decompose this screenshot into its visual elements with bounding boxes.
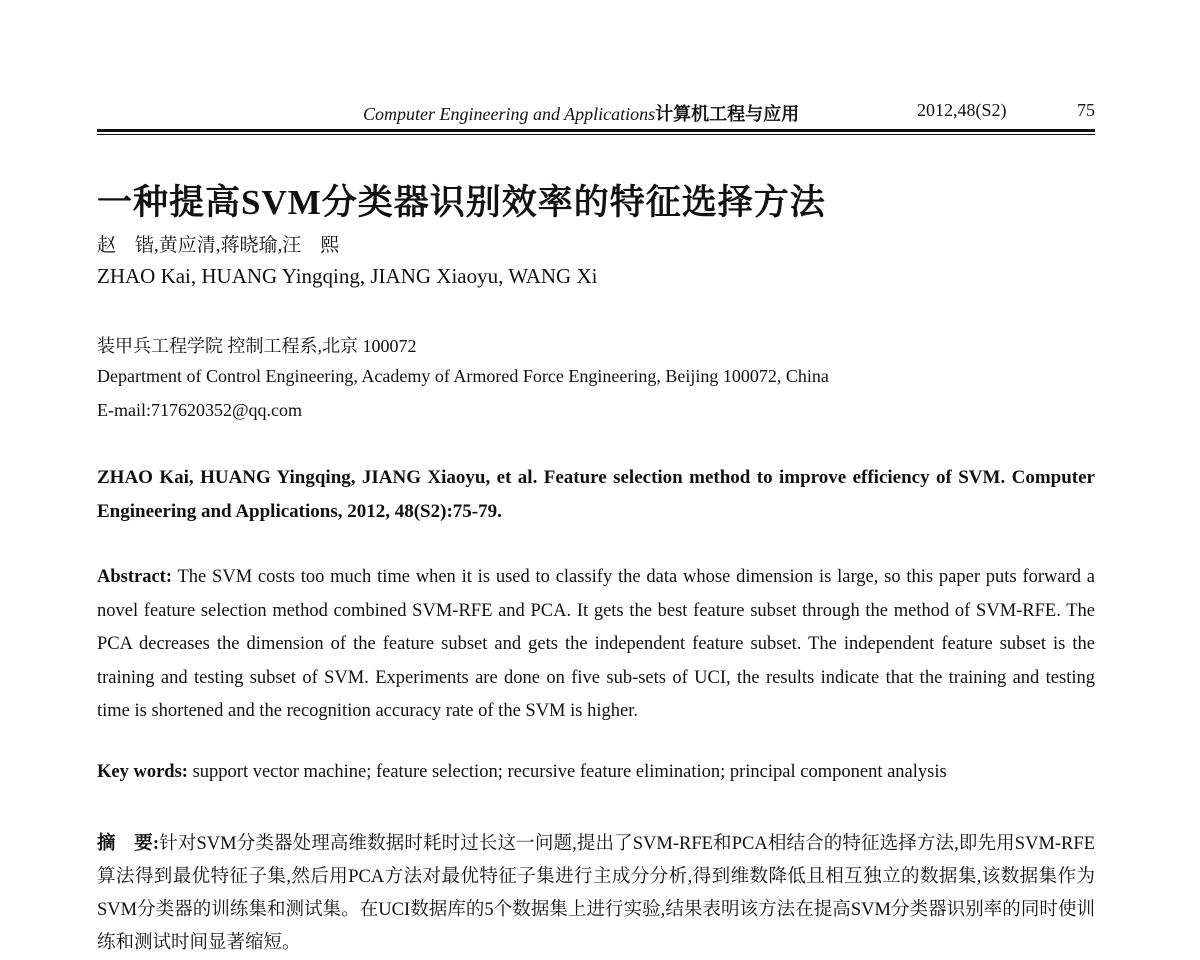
keywords-label: Key words: <box>97 762 188 782</box>
keywords <box>97 762 947 783</box>
journal-name-cn: 计算机工程与应用 <box>655 104 800 124</box>
journal-name-en: Computer Engineering and Applications <box>363 104 656 124</box>
paper-title: 一种提高SVM分类器识别效率的特征选择方法 <box>97 183 826 222</box>
running-header <box>97 100 1095 126</box>
email: E-mail:717620352@qq.com <box>97 400 303 420</box>
authors-cn: 赵 锴,黄应清,蒋晓瑜,汪 熙 <box>97 235 340 256</box>
issue-number: 2012,48(S2) <box>917 100 1007 120</box>
page-number: 75 <box>1077 100 1095 120</box>
authors-en: ZHAO Kai, HUANG Yingqing, JIANG Xiaoyu, WANG Xi <box>97 264 598 288</box>
abstract-label: Abstract: <box>97 567 173 587</box>
header-rule-thick <box>97 129 1095 132</box>
abstract-text: The SVM costs too much time when it is used to classify the data whose dimension is large, so this paper puts forward a novel feature selection method combined SVM-RFE and PCA. It gets the best feature subset through the method of SVM-RFE. The PCA decreases the dimension of the feature subset and gets the independent feature subset. The independent feature subset is the training and testing subset of SVM. Experiments are done on five sub-sets of UCI, the results indicate that the training and testing time is shortened and the recognition accuracy rate of the SVM is higher. <box>97 567 1096 721</box>
abstract <box>97 561 1095 729</box>
affiliation-en: Department of Control Engineering, Academy of Armored Force Engineering, Beijing 100072, China <box>97 366 829 386</box>
abstract-cn-label: 摘 要: <box>97 834 160 854</box>
journal-name <box>363 100 799 126</box>
citation: ZHAO Kai, HUANG Yingqing, JIANG Xiaoyu, et al. Feature selection method to improve efficiency of SVM. Computer Engineering and Applications, 2012, 48(S2):75-79. <box>97 467 1095 522</box>
affiliation-cn: 装甲兵工程学院 控制工程系,北京 100072 <box>97 336 417 356</box>
keywords-text: support vector machine; feature selection; recursive feature elimination; principal component analysis <box>192 762 947 782</box>
abstract-cn <box>97 828 1095 960</box>
header-rule-thin <box>97 134 1095 135</box>
abstract-cn-text: 针对SVM分类器处理高维数据时耗时过长这一问题,提出了SVM-RFE和PCA相结合的特征选择方法,即先用SVM-RFE算法得到最优特征子集,然后用PCA方法对最优特征子集进行主成分分析,得到维数降低且相互独立的数据集,该数据集作为SVM分类器的训练集和测试集。在UCI数据库的5个数据集上进行实验,结果表明该方法在提高SVM分类器识别率的同时使训练和测试时间显著缩短。 <box>97 834 1095 953</box>
